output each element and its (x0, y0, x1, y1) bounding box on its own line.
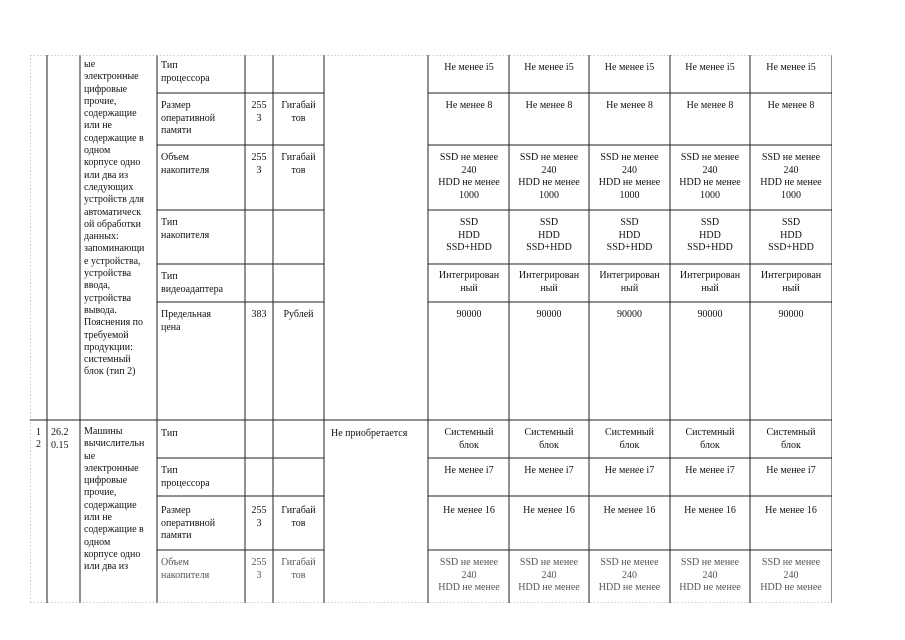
row12-value: Не менее i7 (685, 465, 735, 476)
row11-okei-code: 255 3 (251, 152, 267, 176)
row11-value: Интегрирован ный (679, 270, 741, 294)
row11-value: SSD не менее 240 HDD не менее 1000 (760, 152, 822, 201)
row11-char-name: Тип накопителя (161, 217, 210, 241)
row12-note: Не приобретается (331, 428, 408, 439)
row12-value: Системный блок (766, 427, 816, 451)
row12-okei-code: 255 3 (251, 557, 267, 581)
row11-value: Не менее i5 (685, 62, 735, 73)
row11-value: Не менее 8 (525, 100, 573, 111)
row11-value: 90000 (617, 309, 642, 320)
row12-okpd-code: 26.2 0.15 (51, 427, 69, 451)
row12-value: SSD не менее 240 HDD не менее (438, 557, 500, 593)
row11-char-name: Тип видеоадаптера (161, 271, 224, 295)
row11-value: Не менее 8 (445, 100, 493, 111)
row11-value: Не менее 8 (686, 100, 734, 111)
row11-value: Не менее i5 (604, 62, 655, 73)
row12-value: SSD не менее 240 HDD не менее (518, 557, 580, 593)
row12-value: Не менее i7 (604, 465, 655, 476)
row12-value: Не менее 16 (443, 505, 495, 516)
row12-value: Не менее i7 (766, 465, 816, 476)
row12-value: Не менее 16 (603, 505, 656, 516)
row12-value: Системный блок (524, 427, 574, 451)
spec-table (30, 55, 832, 603)
row11-okei-code: 383 (251, 309, 267, 320)
row11-value: SSD HDD SSD+HDD (768, 217, 814, 253)
row12-description: Машины вычислительн ые электронные цифровые прочие, содержащие или не содержащие в одном корпусе одно или два из (84, 426, 145, 573)
row11-unit: Рублей (283, 309, 314, 320)
row12-char-name: Размер оперативной памяти (161, 505, 216, 541)
row11-char-name: Тип процессора (161, 60, 210, 84)
row11-value: Интегрирован ный (599, 270, 660, 294)
row12-value: Системный блок (604, 427, 655, 451)
row12-number: 1 2 (36, 427, 41, 450)
row11-value: 90000 (536, 309, 562, 320)
row12-value: SSD не менее 240 HDD не менее (598, 557, 661, 593)
row12-unit: Гигабай тов (281, 557, 316, 581)
row11-value: Не менее 8 (767, 100, 815, 111)
row11-unit: Гигабай тов (281, 100, 316, 124)
row11-unit: Гигабай тов (281, 152, 316, 176)
row11-char-name: Размер оперативной памяти (161, 100, 216, 136)
row11-value: Не менее i5 (524, 62, 574, 73)
row12-value: Не менее 16 (684, 505, 736, 516)
row12-char-name: Тип процессора (161, 465, 210, 489)
row11-value: SSD HDD SSD+HDD (526, 217, 572, 253)
row12-char-name: Объем накопителя (161, 557, 210, 581)
row12-value: Системный блок (685, 427, 735, 451)
row12-value: Не менее 16 (523, 505, 575, 516)
row11-value: Не менее i5 (766, 62, 816, 73)
row12-char-name: Тип (161, 428, 178, 439)
row12-value: Не менее i7 (444, 465, 494, 476)
row11-value: SSD HDD SSD+HDD (687, 217, 733, 253)
row12-value: SSD не менее 240 HDD не менее (679, 557, 741, 593)
row11-okei-code: 255 3 (251, 100, 267, 124)
row12-value: Системный блок (444, 427, 494, 451)
row11-value: 90000 (778, 309, 804, 320)
row11-value: SSD не менее 240 HDD не менее 1000 (438, 152, 500, 201)
row11-char-name: Предельная цена (161, 309, 211, 333)
row11-value: SSD HDD SSD+HDD (446, 217, 492, 253)
row12-unit: Гигабай тов (281, 505, 316, 529)
row11-value: SSD не менее 240 HDD не менее 1000 (598, 152, 661, 201)
row11-description: ые электронные цифровые прочие, содержащие или не содержащие в одном корпусе одно или два из следующих устройств для автоматическ ой обработки данных: запоминающи е устройства, устройства ввода, устройства вывода. Пояснения по требуемой продукции: системный блок (тип 2) (84, 59, 145, 378)
row11-value: Интегрирован ный (438, 270, 500, 294)
row11-value: SSD не менее 240 HDD не менее 1000 (679, 152, 741, 201)
row11-value: Не менее 8 (606, 100, 653, 111)
row12-value: Не менее i7 (524, 465, 574, 476)
row11-value: 90000 (456, 309, 482, 320)
row11-value: SSD HDD SSD+HDD (606, 217, 653, 253)
row11-value: Не менее i5 (444, 62, 494, 73)
row11-value: 90000 (697, 309, 723, 320)
row12-value: SSD не менее 240 HDD не менее (760, 557, 822, 593)
row12-okei-code: 255 3 (251, 505, 267, 529)
row12-value: Не менее 16 (765, 505, 817, 516)
row11-value: Интегрирован ный (760, 270, 822, 294)
row11-value: Интегрирован ный (518, 270, 580, 294)
row11-char-name: Объем накопителя (161, 152, 210, 176)
row11-value: SSD не менее 240 HDD не менее 1000 (518, 152, 580, 201)
